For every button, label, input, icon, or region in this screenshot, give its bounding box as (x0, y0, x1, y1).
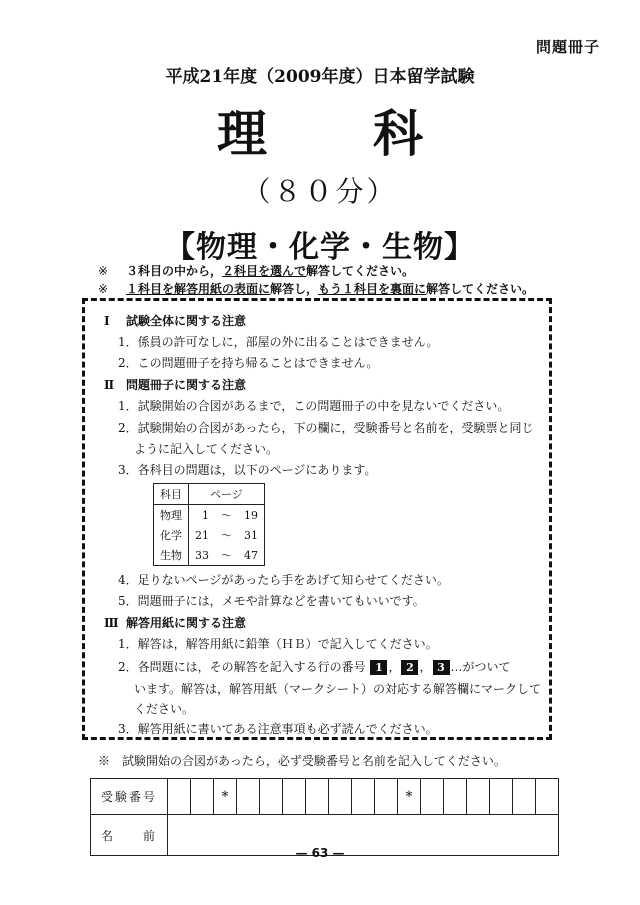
row-number-box-1: 1 (370, 660, 387, 675)
section-number: Ⅰ (104, 314, 110, 328)
page-table (153, 483, 265, 566)
subject-list: 【物理・化学・生物】 (165, 230, 475, 265)
section-2-item-1: 1．試験開始の合図があるまで，この問題冊子の中を見ないでください。 (118, 399, 510, 413)
reference-mark: ※ (98, 264, 109, 278)
section-3-heading (104, 614, 246, 631)
booklet-tag: 問題冊子 (535, 38, 600, 56)
registration-table (90, 778, 559, 856)
section-3-item-2-cont2: ください。 (134, 702, 195, 716)
section-title: 解答用紙に関する注意 (126, 616, 247, 630)
section-number: Ⅱ (104, 378, 115, 392)
section-1-item-1: 1．係員の許可なしに，部屋の外に出ることはできません。 (118, 335, 439, 349)
page-title: 理 科 (217, 104, 451, 163)
subject-cell: 化学 (154, 525, 189, 545)
page-from: 21 (189, 525, 216, 545)
notice-text: 解答してください。 (426, 282, 535, 296)
table-row (154, 525, 265, 545)
exam-number-digit[interactable] (191, 779, 214, 815)
section-1-heading (104, 312, 246, 329)
exam-number-digit[interactable] (375, 779, 398, 815)
table-row (154, 545, 265, 566)
notice-underlined: １科目を解答用紙の表面に (126, 282, 271, 296)
page-to: 31 (238, 525, 265, 545)
row-number-box-2: 2 (401, 660, 418, 675)
exam-number-digit[interactable] (467, 779, 490, 815)
section-2-heading (104, 376, 246, 393)
section-title: 試験全体に関する注意 (126, 314, 247, 328)
exam-number-digit[interactable] (260, 779, 283, 815)
col-subject: 科目 (154, 484, 189, 505)
notice-line-2 (98, 280, 534, 297)
item-text: …がついて (450, 660, 511, 674)
exam-number-label: 受験番号 (91, 779, 168, 815)
exam-number-row (91, 779, 559, 815)
section-number: Ⅲ (104, 616, 119, 630)
table-row (154, 505, 265, 526)
reference-mark: ※ (98, 282, 109, 296)
section-3-item-2-cont: います。解答は，解答用紙（マークシート）の対応する解答欄にマークして (134, 682, 542, 696)
section-3-item-1: 1．解答は，解答用紙に鉛筆（ＨＢ）で記入してください。 (118, 637, 438, 651)
exam-number-digit[interactable] (168, 779, 191, 815)
page-to: 19 (238, 505, 265, 526)
page-to: 47 (238, 545, 265, 566)
exam-number-digit[interactable] (352, 779, 375, 815)
exam-number-digit[interactable] (237, 779, 260, 815)
page-from: 33 (189, 545, 216, 566)
name-label: 名 前 (91, 815, 168, 856)
row-number-box-3: 3 (433, 660, 450, 675)
exam-subtitle: 平成21年度（2009年度）日本留学試験 (165, 67, 475, 87)
exam-number-digit[interactable] (444, 779, 467, 815)
exam-number-digit[interactable] (283, 779, 306, 815)
notice-line-1 (98, 262, 414, 279)
notice-text: 解答し， (270, 282, 319, 296)
exam-duration: （８０分） (242, 175, 398, 208)
notice-underlined: もう１科目を裏面に (318, 282, 427, 296)
exam-number-digit[interactable] (513, 779, 536, 815)
subject-cell: 生物 (154, 545, 189, 566)
page-from: 1 (189, 505, 216, 526)
exam-number-star: * (398, 779, 421, 815)
section-2-item-5: 5．問題冊子には，メモや計算などを書いてもいいです。 (118, 594, 425, 608)
exam-number-digit[interactable] (536, 779, 559, 815)
exam-number-digit[interactable] (490, 779, 513, 815)
notice-underlined: ２科目を選んで (222, 264, 307, 278)
exam-number-digit[interactable] (306, 779, 329, 815)
section-3-item-2: 2．各問題には，その解答を記入する行の番号 1 ， 2 ， 3 …がついて (118, 660, 511, 674)
page-sep: 〜 (221, 509, 232, 522)
page-sep: 〜 (221, 529, 232, 542)
section-2-item-4: 4．足りないページがあったら手をあげて知らせてください。 (118, 573, 449, 587)
notice-text: 解答してください。 (306, 264, 415, 278)
page-number: — 63 — (295, 846, 345, 860)
exam-number-star: * (214, 779, 237, 815)
page-sep: 〜 (215, 545, 238, 566)
section-2-item-2-cont: ように記入してください。 (134, 442, 279, 456)
section-2-item-2: 2．試験開始の合図があったら，下の欄に，受験番号と名前を，受験票と同じ (118, 421, 534, 435)
section-2-item-3: 3．各科目の問題は，以下のページにあります。 (118, 463, 377, 477)
section-1-item-2: 2．この問題冊子を持ち帰ることはできません。 (118, 356, 379, 370)
item-text: 2．各問題には，その解答を記入する行の番号 (118, 660, 366, 674)
bottom-notice: ※ 試験開始の合図があったら，必ず受験番号と名前を記入してください。 (98, 754, 506, 768)
exam-number-digit[interactable] (421, 779, 444, 815)
subject-cell: 物理 (154, 505, 189, 526)
section-title: 問題冊子に関する注意 (126, 378, 247, 392)
notice-text: ３科目の中から， (126, 264, 223, 278)
exam-number-digit[interactable] (329, 779, 352, 815)
col-pages: ページ (189, 484, 265, 505)
section-3-item-3: 3．解答用紙に書いてある注意事項も必ず読んでください。 (118, 722, 438, 736)
